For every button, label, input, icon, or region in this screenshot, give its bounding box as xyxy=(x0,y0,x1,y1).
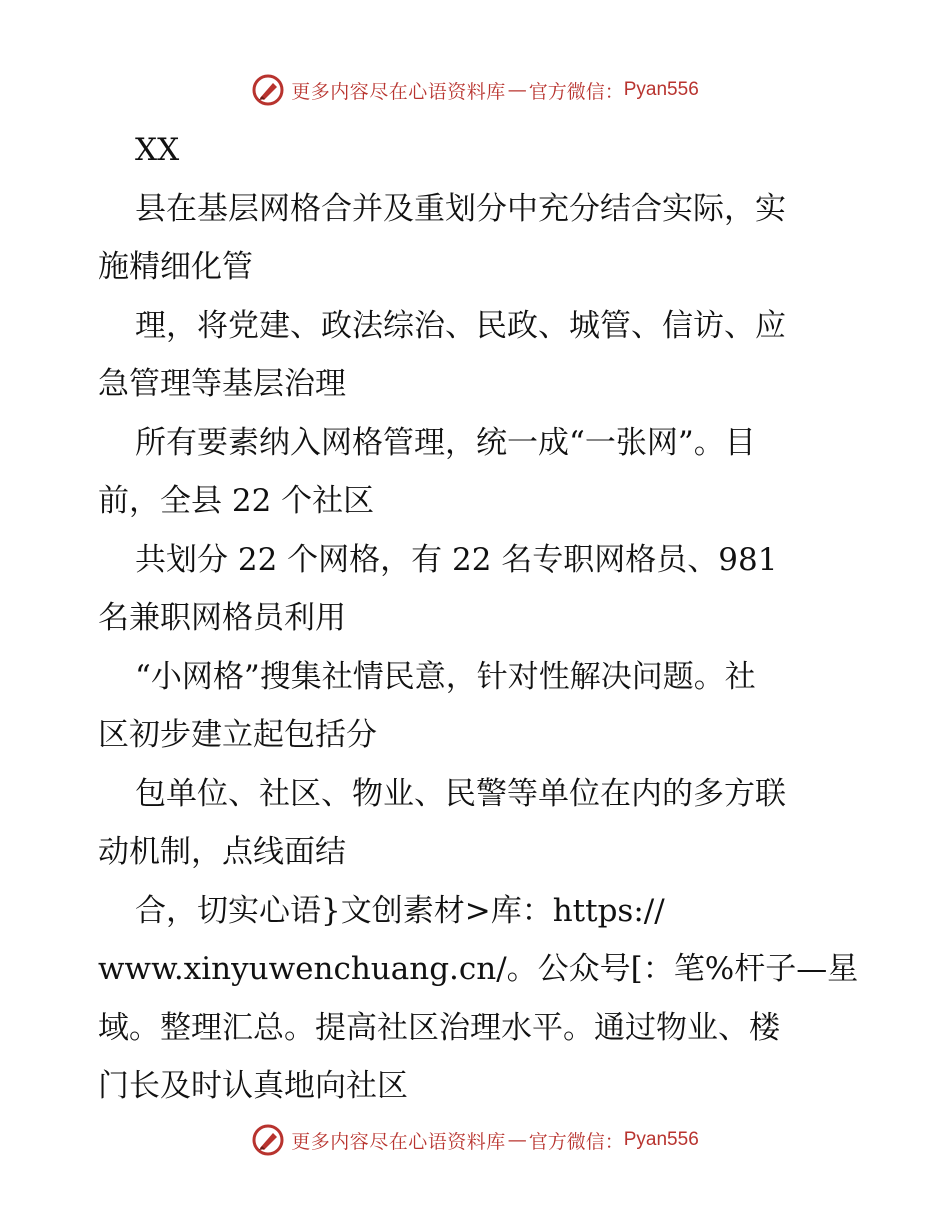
banner-text: 更多内容尽在心语资料库 xyxy=(291,1130,506,1153)
body-line: 动机制，点线面结 xyxy=(98,834,346,870)
footer-watermark-banner xyxy=(0,1120,950,1160)
pen-nib-circle-logo-icon xyxy=(251,1123,285,1157)
pen-nib-circle-logo-icon xyxy=(251,73,285,107)
body-line: 县在基层网格合并及重划分中充分结合实际，实 xyxy=(135,190,786,227)
body-line: www.xinyuwenchuang.cn/。公众号[：笔%杆子—星 xyxy=(98,951,858,987)
body-line: 合，切实心语}文创素材>库：https:// xyxy=(135,892,665,929)
header-watermark-banner xyxy=(0,70,950,110)
banner-separator: — xyxy=(507,1129,527,1151)
banner-wechat-id: Pyan556 xyxy=(623,1129,699,1150)
banner-wechat-id: Pyan556 xyxy=(623,79,699,100)
document-body xyxy=(98,121,858,1116)
body-line: 共划分 22 个网格，有 22 名专职网格员、981 xyxy=(135,541,778,578)
body-line: 前，全县 22 个社区 xyxy=(98,483,375,519)
body-line: 名兼职网格员利用 xyxy=(98,600,346,636)
body-line: 区初步建立起包括分 xyxy=(98,717,377,753)
banner-separator: — xyxy=(507,79,527,101)
body-line: 包单位、社区、物业、民警等单位在内的多方联 xyxy=(135,775,786,812)
body-line: 门长及时认真地向社区 xyxy=(98,1068,408,1104)
body-line: 急管理等基层治理 xyxy=(98,366,346,402)
body-line: XX xyxy=(135,132,180,168)
body-line: 施精细化管 xyxy=(98,249,253,285)
banner-wechat-label: 官方微信： xyxy=(528,80,624,103)
body-line: 理，将党建、政法综治、民政、城管、信访、应 xyxy=(135,307,786,344)
body-line: “小网格”搜集社情民意，针对性解决问题。社 xyxy=(135,658,756,695)
body-line: 所有要素纳入网格管理，统一成“一张网”。目 xyxy=(135,424,756,461)
body-line: 域。整理汇总。提高社区治理水平。通过物业、楼 xyxy=(98,1009,780,1046)
banner-wechat-label: 官方微信： xyxy=(528,1130,624,1153)
banner-text: 更多内容尽在心语资料库 xyxy=(291,80,506,103)
